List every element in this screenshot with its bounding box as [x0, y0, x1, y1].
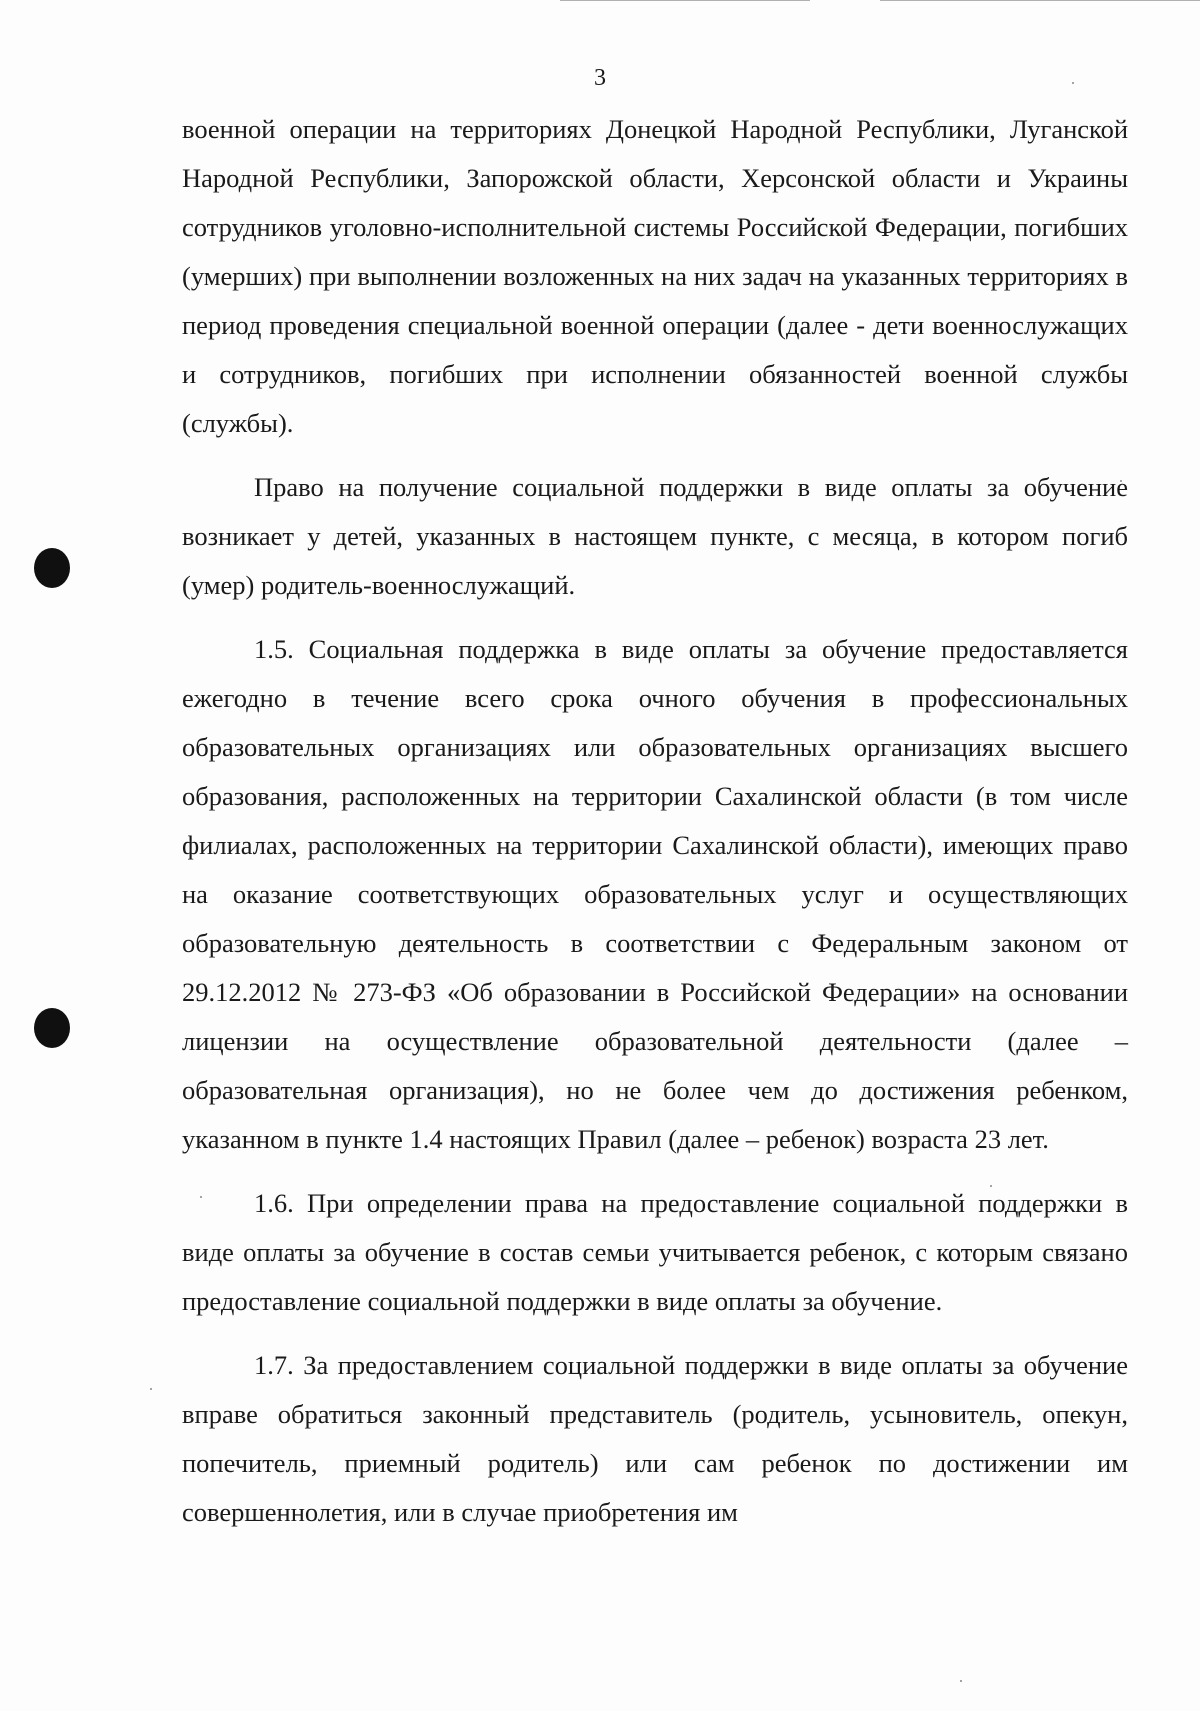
paragraph-right-to-support: Право на получение социальной поддержки в виде оплаты за обучение возникает у детей, указанных в настоящем пункте, с месяца, в котором погиб (умер) родитель-военнослужащий. [182, 472, 1128, 600]
scan-top-edge [560, 0, 810, 1]
scan-top-edge [880, 0, 1200, 1]
paragraph-continuation: военной операции на территориях Донецкой Народной Республики, Луганской Народной Республики, Запорожской области, Херсонской области и Украины сотрудников уголовно-исполнительной системы Российской Федерации, погибших (умерших) при выполнении возложенных на них задач на указанных территориях в период проведения специальной военной операции (далее - дети военнослужащих и сотрудников, погибших при исполнении обязанностей военной службы (службы). [182, 114, 1128, 438]
scan-speck [960, 1680, 962, 1682]
paragraph-1-6: 1.6. При определении права на предоставление социальной поддержки в виде оплаты за обучение в состав семьи учитывается ребенок, с которым связано предоставление социальной поддержки в виде оплаты за обучение. [182, 1188, 1128, 1316]
page-number: 3 [594, 65, 606, 91]
document-body [182, 105, 1128, 1537]
paragraph-1-5: 1.5. Социальная поддержка в виде оплаты за обучение предоставляется ежегодно в течение всего срока очного обучения в профессиональных образовательных организациях или образовательных организациях высшего образования, расположенных на территории Сахалинской области (в том числе филиалах, расположенных на территории Сахалинской области), имеющих право на оказание соответствующих образовательных услуг и осуществляющих образовательную деятельность в соответствии с Федеральным законом от 29.12.2012 № 273-ФЗ «Об образовании в Российской Федерации» на основании лицензии на осуществление образовательной деятельности (далее – образовательная организация), но не более чем до достижения ребенком, указанном в пункте 1.4 настоящих Правил (далее – ребенок) возраста 23 лет. [182, 634, 1128, 1154]
paragraph-1-7: 1.7. За предоставлением социальной поддержки в виде оплаты за обучение вправе обратиться законный представитель (родитель, усыновитель, опекун, попечитель, приемный родитель) или сам ребенок по достижении им совершеннолетия, или в случае приобретения им [182, 1350, 1128, 1527]
binder-hole-mark [34, 548, 70, 588]
scan-speck [150, 1388, 152, 1390]
scan-speck [1072, 82, 1074, 84]
binder-hole-mark [34, 1008, 70, 1048]
